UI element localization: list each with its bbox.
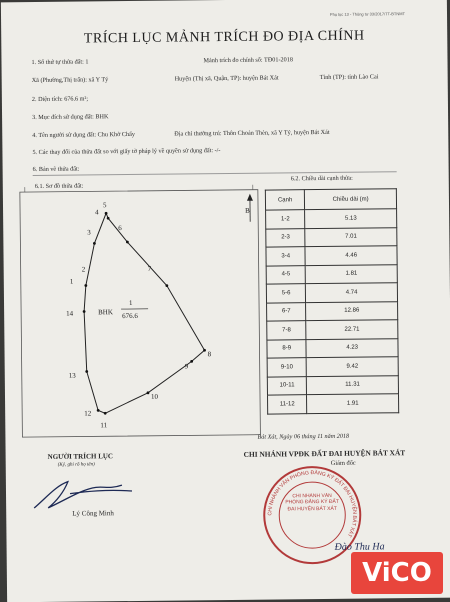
parcel-number: 1: [129, 299, 133, 307]
vertex-label: 5: [103, 201, 107, 209]
commune-line: Xã (Phường,Thị trấn): xã Y Tý: [32, 76, 109, 84]
vertex-label: 7: [148, 265, 152, 273]
length-cell: 5.13: [305, 209, 397, 228]
extractor-note: (Ký, ghi rõ họ tên): [58, 462, 95, 467]
length-cell: 22.71: [306, 320, 398, 339]
changes-line: 5. Các thay đổi của thửa đất so với giấy tờ pháp lý về quyền sử dụng đất: -/-: [32, 147, 220, 156]
parcel-label: BHK: [98, 308, 113, 316]
length-cell: 4.74: [306, 283, 398, 302]
edge-cell: 6-7: [267, 302, 307, 321]
vertex-label: 12: [84, 409, 92, 417]
extractor-title: NGƯỜI TRÍCH LỤC: [48, 452, 113, 461]
edge-cell: 10-11: [267, 376, 307, 395]
edge-cell: 9-10: [267, 358, 307, 377]
length-cell: 9.42: [306, 357, 398, 376]
vertex-label: 1: [70, 278, 74, 286]
vertex-label: 6: [118, 224, 122, 232]
length-cell: 11.31: [307, 375, 399, 394]
extractor-name: Lý Công Minh: [72, 509, 114, 517]
vertex-label: 13: [69, 372, 77, 380]
sketch-frame: [20, 190, 261, 437]
edge-length-table: [265, 188, 399, 414]
vertex-point: [97, 409, 100, 412]
map-sheet-line: Mảnh trích đo chính số: TĐ01-2018: [203, 56, 293, 64]
vico-watermark: ViCO: [351, 552, 443, 594]
table-row: [266, 283, 397, 303]
vertex-point: [83, 310, 86, 313]
length-cell: 1.91: [307, 394, 399, 413]
length-cell: 1.81: [305, 264, 397, 283]
district-line: Huyện (Thị xã, Quận, TP): huyện Bát Xát: [175, 74, 279, 82]
province-line: Tỉnh (TP): tỉnh Lào Cai: [320, 73, 379, 81]
area-line: 2. Diện tích: 676.6 m²;: [32, 95, 88, 103]
document-title: TRÍCH LỤC MẢNH TRÍCH ĐO ĐỊA CHÍNH: [1, 28, 447, 49]
north-label: B: [245, 207, 250, 215]
table-row: [267, 394, 398, 414]
vertex-label: 8: [208, 350, 212, 358]
edge-cell: 5-6: [266, 284, 306, 303]
table-header-row: [265, 189, 396, 210]
table-row: [266, 227, 397, 247]
table-header-cell: Cạnh: [265, 190, 305, 210]
table-row: [267, 320, 398, 340]
table-row: [266, 209, 397, 229]
header-note: Phụ lục 13 - Thông tư 33/2017/TT-BTNMT: [330, 11, 405, 17]
edge-cell: 7-8: [267, 321, 307, 340]
vertex-label: 9: [185, 362, 189, 370]
north-arrow-icon: [247, 194, 253, 201]
signing-date: Bát Xát, Ngày 06 tháng 11 năm 2018: [257, 433, 349, 441]
parcel-number-line: 1. Số thứ tự thửa đất: 1: [31, 58, 88, 66]
vertex-point: [84, 284, 87, 287]
table-header-cell: Chiều dài (m): [305, 189, 397, 210]
vertex-label: 11: [100, 421, 107, 429]
vertex-point: [105, 212, 108, 215]
sketch-heading: 6.1. Sơ đồ thửa đất:: [35, 182, 84, 190]
vertex-label: 4: [95, 208, 99, 216]
director-name: Đào Thu Ha: [335, 541, 385, 553]
table-row: [266, 264, 397, 284]
edge-cell: 8-9: [267, 339, 307, 358]
vertex-label: 14: [66, 310, 74, 318]
address-line: Địa chỉ thường trú: Thôn Choản Thèn, xã Y Tý, huyện Bát Xát: [174, 129, 329, 138]
length-cell: 4.23: [306, 338, 398, 357]
edge-cell: 4-5: [266, 265, 306, 284]
edge-cell: 2-3: [266, 228, 306, 247]
edge-length-heading: 6.2. Chiều dài cạnh thửa:: [291, 175, 353, 183]
stamp-inner-text: CHI NHÁNH VĂN PHÒNG ĐĂNG KÝ ĐẤT ĐAI HUYỆN BÁT XÁT: [285, 493, 339, 513]
parcel-area: 676.6: [122, 312, 138, 320]
owner-line: 4. Tên người sử dụng đất: Chu Khờ Chẩy: [32, 131, 135, 139]
table-row: [267, 357, 398, 377]
length-cell: 7.01: [305, 227, 397, 246]
drawing-line: 6. Bản vẽ thửa đất:: [33, 166, 80, 173]
vertex-point: [93, 242, 96, 245]
table-row: [267, 301, 398, 321]
vertex-point: [85, 370, 88, 373]
land-use-line: 3. Mục đích sử dụng đất: BHK: [32, 113, 108, 121]
stamp-text: CHI NHÁNH VĂN PHÒNG ĐĂNG KÝ ĐẤT ĐAI HUYỆN BÁT XÁT: [267, 469, 360, 540]
document-page: [1, 0, 450, 602]
table-row: [267, 375, 398, 395]
vertex-label: 3: [87, 228, 91, 236]
director-title: Giám đốc: [331, 460, 356, 467]
length-cell: 4.46: [305, 246, 397, 265]
edge-cell: 11-12: [267, 395, 307, 414]
branch-title: CHI NHÁNH VPĐK ĐẤT ĐAI HUYỆN BÁT XÁT: [244, 448, 406, 459]
vertex-label: 10: [151, 393, 159, 401]
length-cell: 12.86: [306, 301, 398, 320]
edge-cell: 3-4: [266, 247, 306, 266]
table-row: [267, 338, 398, 358]
table-row: [266, 246, 397, 266]
edge-cell: 1-2: [266, 210, 306, 229]
vertex-label: 2: [82, 265, 86, 273]
